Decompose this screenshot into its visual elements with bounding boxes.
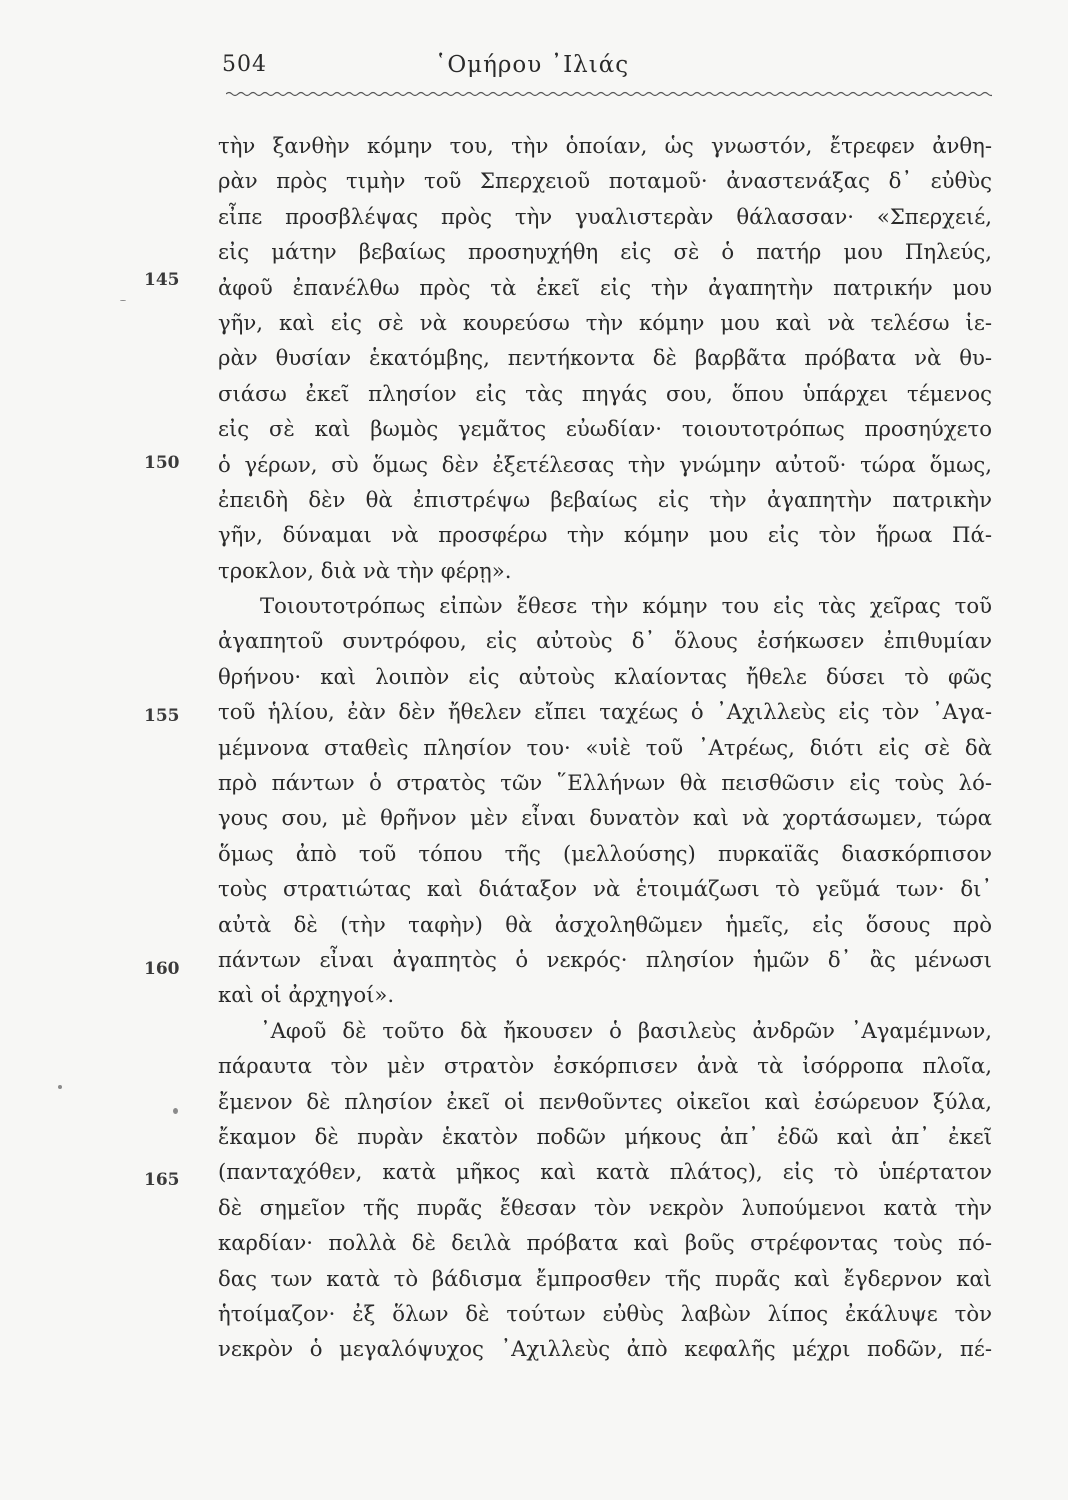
text-line: τὴν ξανθὴν κόμην του, τὴν ὁποίαν, ὡς γνωστόν, ἔτρεφεν ἀνθη- [218,133,992,158]
text-line: εἶπε προσβλέψας πρὸς τὴν γυαλιστερὰν θάλασσαν· «Σπερχειέ, [218,203,992,229]
page-header [222,52,992,92]
text-line: πάντων εἶναι ἀγαπητὸς ὁ νεκρός· πλησίον ἡμῶν δ᾿ ἂς μένωσι [218,946,992,972]
page-number: 504 [222,52,267,77]
print-speck [58,1085,62,1089]
text-line: ἐπειδὴ δὲν θὰ ἐπιστρέψω βεβαίως εἰς τὴν ἀγαπητὴν πατρικὴν [218,486,992,512]
text-line: εἰς μάτην βεβαίως προσηυχήθη εἰς σὲ ὁ πατήρ μου Πηλεύς, [218,239,992,265]
text-line: τοὺς στρατιώτας καὶ διάταξον νὰ ἑτοιμάζωσι τὸ γεῦμά των· δι᾿ [218,876,992,902]
text-line: γῆν, καὶ εἰς σὲ νὰ κουρεύσω τὴν κόμην μου καὶ νὰ τελέσω ἱε- [218,309,992,335]
text-line: μέμνονα σταθεὶς πλησίον του· «υἱὲ τοῦ ᾿Ατρέως, διότι εἰς σὲ δὰ [218,734,992,760]
text-line: αὐτὰ δὲ (τὴν ταφὴν) θὰ ἀσχοληθῶμεν ἡμεῖς, εἰς ὅσους πρὸ [218,911,992,937]
text-line: τροκλον, διὰ νὰ τὴν φέρῃ». [218,557,512,583]
text-line: νεκρὸν ὁ μεγαλόψυχος ᾿Αχιλλεὺς ἀπὸ κεφαλῆς μέχρι ποδῶν, πέ- [218,1336,992,1362]
text-line: ὁ γέρων, σὺ ὅμως δὲν ἐξετέλεσας τὴν γνώμην αὐτοῦ· τώρα ὅμως, [218,451,992,477]
line-number-145: 145 [144,270,180,290]
text-line: εἰς σὲ καὶ βωμὸς γεμᾶτος εὐωδίαν· τοιουτοτρόπως προσηύχετο [218,416,992,442]
text-line: ρὰν πρὸς τιμὴν τοῦ Σπερχειοῦ ποταμοῦ· ἀναστενάξας δ᾿ εὐθὺς [218,168,992,194]
text-line: ἀγαπητοῦ συντρόφου, εἰς αὐτοὺς δ᾿ ὅλους ἐσήκωσεν ἐπιθυμίαν [218,628,992,654]
text-line: γους σου, μὲ θρῆνον μὲν εἶναι δυνατὸν καὶ νὰ χορτάσωμεν, τώρα [218,805,992,831]
text-line: (πανταχόθεν, κατὰ μῆκος καὶ κατὰ πλάτος), εἰς τὸ ὑπέρτατον [218,1159,992,1185]
line-number-165: 165 [144,1170,180,1190]
text-line: ἀφοῦ ἐπανέλθω πρὸς τὰ ἐκεῖ εἰς τὴν ἀγαπητὴν πατρικήν μου [218,274,992,300]
text-line: δας των κατὰ τὸ βάδισμα ἔμπροσθεν τῆς πυρᾶς καὶ ἔγδερνον καὶ [218,1265,992,1291]
line-number-160: 160 [144,959,180,979]
text-line: καὶ οἱ ἀρχηγοί». [218,982,395,1008]
text-line: ἔμενον δὲ πλησίον ἐκεῖ οἱ πενθοῦντες οἰκεῖοι καὶ ἐσώρευον ξύλα, [218,1088,992,1114]
line-number-margin [0,0,200,1500]
text-line: σιάσω ἐκεῖ πλησίον εἰς τὰς πηγάς σου, ὅπου ὑπάρχει τέμενος [218,380,992,406]
text-line: πρὸ πάντων ὁ στρατὸς τῶν ῞Ελλήνων θὰ πεισθῶσιν εἰς τοὺς λό- [218,770,992,796]
text-line: ἔκαμον δὲ πυρὰν ἑκατὸν ποδῶν μήκους ἀπ᾿ ἐδῶ καὶ ἀπ᾿ ἐκεῖ [218,1123,992,1149]
line-number-150: 150 [144,453,180,473]
line-number-155: 155 [144,706,180,726]
running-title: ῾Ομήρου ᾿Ιλιάς [434,52,630,78]
text-line: ρὰν θυσίαν ἑκατόμβης, πεντήκοντα δὲ βαρβᾶτα πρόβατα νὰ θυ- [218,345,992,371]
text-line: θρήνου· καὶ λοιπὸν εἰς αὐτοὺς κλαίοντας ἤθελε δύσει τὸ φῶς [218,663,992,689]
paragraph-start-line: Τοιουτοτρόπως εἰπὼν ἔθεσε τὴν κόμην του εἰς τὰς χεῖρας τοῦ [260,593,992,619]
text-line: πάραυτα τὸν μὲν στρατὸν ἐσκόρπισεν ἀνὰ τὰ ἰσόρροπα πλοῖα, [218,1053,992,1079]
text-line: δὲ σημεῖον τῆς πυρᾶς ἔθεσαν τὸν νεκρὸν λυπούμενοι κατὰ τὴν [218,1194,992,1220]
body-text [218,128,992,1367]
print-speck [120,300,126,301]
wavy-header-rule [226,90,992,98]
text-line: ὅμως ἀπὸ τοῦ τόπου τῆς (μελλούσης) πυρκαϊᾶς διασκόρπισον [218,840,992,866]
text-line: καρδίαν· πολλὰ δὲ δειλὰ πρόβατα καὶ βοῦς στρέφοντας τοὺς πό- [218,1230,992,1256]
paragraph-start-line: ᾿Αφοῦ δὲ τοῦτο δὰ ἤκουσεν ὁ βασιλεὺς ἀνδρῶν ᾿Αγαμέμνων, [260,1017,992,1043]
text-line: γῆν, δύναμαι νὰ προσφέρω τὴν κόμην μου εἰς τὸν ἥρωα Πά- [218,522,992,548]
text-line: τοῦ ἡλίου, ἐὰν δὲν ἤθελεν εἴπει ταχέως ὁ ᾿Αχιλλεὺς εἰς τὸν ᾿Αγα- [218,699,992,725]
print-speck [173,1108,178,1114]
text-line: ἡτοίμαζον· ἐξ ὅλων δὲ τούτων εὐθὺς λαβὼν λίπος ἐκάλυψε τὸν [218,1300,992,1326]
